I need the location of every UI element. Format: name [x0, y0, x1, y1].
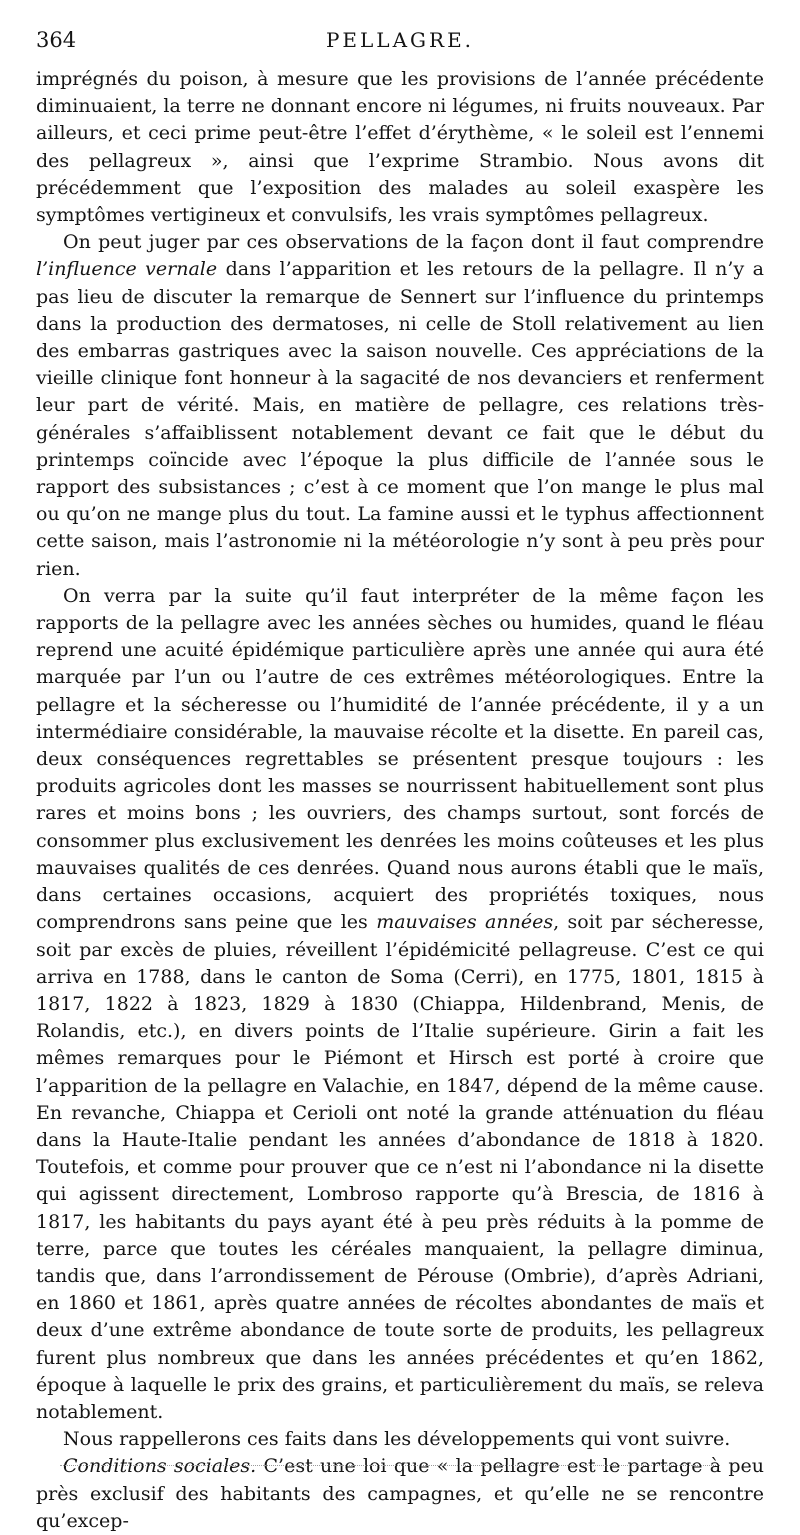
- text-run: , soit par sécheresse, soit par excès de pluies, réveillent l’épidémicité pellagreuse. C’est ce qui arriva en 1788, dans le canton de Soma (Cerri), en 1775, 1801, 1815 à 1817, 1822 à 1823, 1829 à 1830 (Chiappa, Hildenbrand, Menis, de Rolandis, etc.), en divers points de l’Italie supérieure. Girin a fait les mêmes remarques pour le Piémont et Hirsch est porté à croire que l’apparition de la pellagre en Valachie, en 1847, dépend de la même cause. En revanche, Chiappa et Cerioli ont noté la grande atténuation du fléau dans la Haute-Italie pendant les années d’abondance de 1818 à 1820. Toutefois, et comme pour prouver que ce n’est ni l’abondance ni la disette qui agissent directement, Lombroso rapporte qu’à Brescia, de 1816 à 1817, les habitants du pays ayant été à peu près réduits à la pomme de terre, parce que toutes les céréales manquaient, la pellagre diminua, tandis que, dans l’arrondissement de Pérouse (Ombrie), d’après Adriani, en 1860 et 1861, après quatre années de récoltes abondantes de maïs et deux d’une extrême abondance de toute sorte de produits, les pellagreux furent plus nombreux que dans les années précédentes et qu’en 1862, époque à laquelle le prix des grains, et particulièrement du maïs, se releva notablement.: [36, 911, 765, 1423]
- paragraph: [36, 1426, 764, 1453]
- body-text: [36, 66, 764, 1535]
- text-run: imprégnés du poison, à mesure que les provisions de l’année précédente diminuaient, la terre ne donnant encore ni légumes, ni fruits nouveaux. Par ailleurs, et ceci prime peut-être l’effet d’érythème, « le soleil est l’ennemi des pellagreux », ainsi que l’exprime Strambio. Nous avons dit précédemment que l’exposition des malades au soleil exaspère les symptômes vertigineux et convulsifs, les vrais symptômes pellagreux.: [36, 68, 764, 227]
- italic-text-run: l’influence vernale: [36, 258, 218, 281]
- text-run: dans l’apparition et les retours de la pellagre. Il n’y a pas lieu de discuter la remarque de Sennert sur l’influence du printemps dans la production des dermatoses, ni celle de Stoll relativement au lien des embarras gastriques avec la saison nouvelle. Ces appréciations de la vieille clinique font honneur à la sagacité de nos devanciers et renferment leur part de vérité. Mais, en matière de pellagre, ces relations très-générales s’affaiblissent notablement devant ce fait que le début du printemps coïncide avec l’époque la plus difficile de l’année sous le rapport des subsistances ; c’est à ce moment que l’on mange le plus mal ou qu’on ne mange plus du tout. La famine aussi et le typhus affectionnent cette saison, mais l’astronomie ni la météorologie n’y sont à peu près pour rien.: [36, 258, 764, 580]
- italic-text-run: mauvaises années: [376, 911, 554, 934]
- italic-text-run: Conditions sociales.: [63, 1455, 257, 1478]
- paragraph: [36, 229, 764, 583]
- footer-dotted-rule: [60, 1465, 720, 1466]
- text-run: On verra par la suite qu’il faut interpréter de la même façon les rapports de la pellagre avec les années sèches ou humides, quand le fléau reprend une acuité épidémique particulière après une année qui aura été marquée par l’un ou l’autre de ces extrêmes météorologiques. Entre la pellagre et la sécheresse ou l’humidité de l’année précédente, il y a un intermédiaire considérable, la mauvaise récolte et la disette. En pareil cas, deux conséquences regrettables se présentent presque toujours : les produits agricoles dont les masses se nourrissent habituellement sont plus rares et moins bons ; les ouvriers, des champs surtout, sont forcés de consommer plus exclusivement les denrées les moins coûteuses et les plus mauvaises qualités de ces denrées. Quand nous aurons établi que le maïs, dans certaines occasions, acquiert des propriétés toxiques, nous comprendrons sans peine que les: [36, 584, 764, 934]
- paragraph: [36, 66, 764, 229]
- paragraph: [36, 583, 764, 1426]
- page-header: [36, 28, 764, 58]
- text-run: On peut juger par ces observations de la façon dont il faut comprendre: [63, 231, 764, 254]
- text-run: Nous rappellerons ces faits dans les développements qui vont suivre.: [63, 1428, 731, 1451]
- running-title: PELLAGRE.: [325, 28, 475, 52]
- text-run: C’est une loi que « la pellagre est le partage à peu près exclusif des habitants des campagnes, et qu’elle ne se rencontre qu’excep-: [36, 1455, 764, 1532]
- page-number: 364: [36, 28, 77, 52]
